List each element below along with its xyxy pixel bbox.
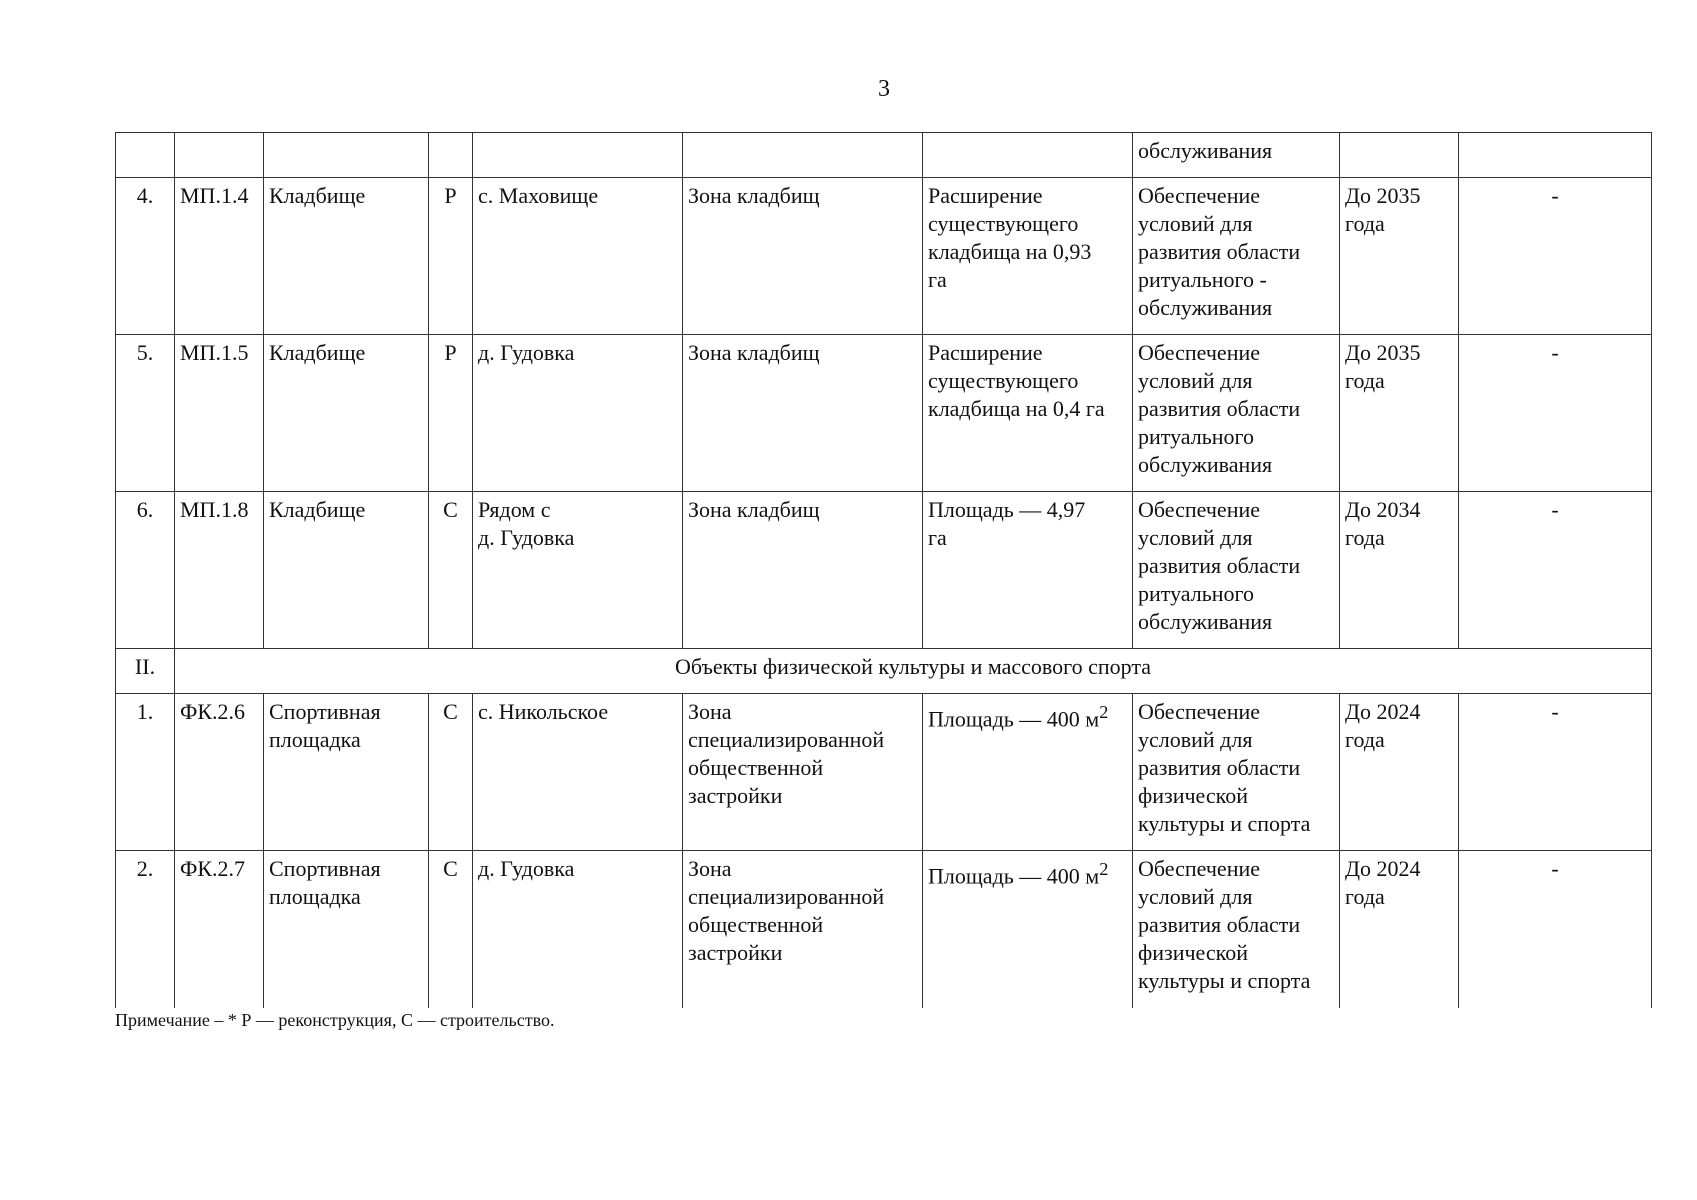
- cell-name: Кладбище: [264, 492, 429, 649]
- cell-type: С: [429, 851, 473, 1008]
- cell-location: Рядом с д. Гудовка: [473, 492, 683, 649]
- cell-purpose: Обеспечение условий для развития области физической культуры и спорта: [1133, 694, 1340, 851]
- cell-zone: Зона специализированной общественной застройки: [683, 851, 923, 1008]
- cell-note: -: [1459, 492, 1652, 649]
- cell-note: -: [1459, 178, 1652, 335]
- cell-name: Спортивная площадка: [264, 694, 429, 851]
- cell-type: С: [429, 694, 473, 851]
- cell-num: 1.: [116, 694, 175, 851]
- table-row: [116, 851, 1652, 1008]
- cell-type: Р: [429, 335, 473, 492]
- cell-name: Кладбище: [264, 178, 429, 335]
- cell-note: -: [1459, 851, 1652, 1008]
- cell-characteristics: [923, 694, 1133, 851]
- cell-characteristics: [923, 133, 1133, 178]
- cell-deadline: [1340, 133, 1459, 178]
- section-number: II.: [116, 649, 175, 694]
- characteristics-text: Площадь — 400 м: [928, 706, 1100, 732]
- cell-name: [264, 133, 429, 178]
- table-row-continuation: [116, 133, 1652, 178]
- table-row: [116, 492, 1652, 649]
- page-number: 3: [878, 76, 890, 102]
- cell-num: 5.: [116, 335, 175, 492]
- cell-purpose: Обеспечение условий для развития области физической культуры и спорта: [1133, 851, 1340, 1008]
- cell-characteristics: Площадь — 4,97 га: [923, 492, 1133, 649]
- cell-type: Р: [429, 178, 473, 335]
- table-row: [116, 694, 1652, 851]
- cell-code: МП.1.5: [175, 335, 264, 492]
- cell-code: ФК.2.6: [175, 694, 264, 851]
- cell-deadline: До 2035 года: [1340, 335, 1459, 492]
- cell-purpose: Обеспечение условий для развития области ритуального - обслуживания: [1133, 178, 1340, 335]
- cell-name: Кладбище: [264, 335, 429, 492]
- superscript-2: 2: [1099, 859, 1109, 879]
- cell-zone: Зона специализированной общественной застройки: [683, 694, 923, 851]
- cell-name: Спортивная площадка: [264, 851, 429, 1008]
- cell-location: д. Гудовка: [473, 851, 683, 1008]
- cell-deadline: До 2024 года: [1340, 694, 1459, 851]
- cell-zone: Зона кладбищ: [683, 492, 923, 649]
- cell-note: -: [1459, 335, 1652, 492]
- cell-location: с. Никольское: [473, 694, 683, 851]
- cell-num: [116, 133, 175, 178]
- cell-characteristics: [923, 851, 1133, 1008]
- characteristics-text: Площадь — 400 м: [928, 863, 1100, 889]
- cell-location: [473, 133, 683, 178]
- cell-characteristics: Расширение существующего кладбища на 0,93 га: [923, 178, 1133, 335]
- cell-code: [175, 133, 264, 178]
- cell-code: МП.1.4: [175, 178, 264, 335]
- cell-zone: [683, 133, 923, 178]
- objects-table: [115, 132, 1652, 1008]
- cell-purpose: Обеспечение условий для развития области ритуального обслуживания: [1133, 492, 1340, 649]
- cell-num: 4.: [116, 178, 175, 335]
- section-row: [116, 649, 1652, 694]
- cell-type: [429, 133, 473, 178]
- cell-deadline: До 2034 года: [1340, 492, 1459, 649]
- cell-num: 6.: [116, 492, 175, 649]
- cell-characteristics: Расширение существующего кладбища на 0,4 га: [923, 335, 1133, 492]
- cell-deadline: До 2024 года: [1340, 851, 1459, 1008]
- table-row: [116, 178, 1652, 335]
- footnote: Примечание – * Р — реконструкция, С — строительство.: [115, 1010, 555, 1030]
- cell-zone: Зона кладбищ: [683, 178, 923, 335]
- cell-zone: Зона кладбищ: [683, 335, 923, 492]
- cell-note: -: [1459, 694, 1652, 851]
- cell-purpose: Обеспечение условий для развития области ритуального обслуживания: [1133, 335, 1340, 492]
- cell-num: 2.: [116, 851, 175, 1008]
- section-title: Объекты физической культуры и массового спорта: [175, 649, 1652, 694]
- cell-code: ФК.2.7: [175, 851, 264, 1008]
- cell-deadline: До 2035 года: [1340, 178, 1459, 335]
- cell-location: д. Гудовка: [473, 335, 683, 492]
- cell-type: С: [429, 492, 473, 649]
- cell-code: МП.1.8: [175, 492, 264, 649]
- cell-purpose: обслуживания: [1133, 133, 1340, 178]
- cell-note: [1459, 133, 1652, 178]
- table-row: [116, 335, 1652, 492]
- cell-location: с. Маховище: [473, 178, 683, 335]
- superscript-2: 2: [1099, 702, 1109, 722]
